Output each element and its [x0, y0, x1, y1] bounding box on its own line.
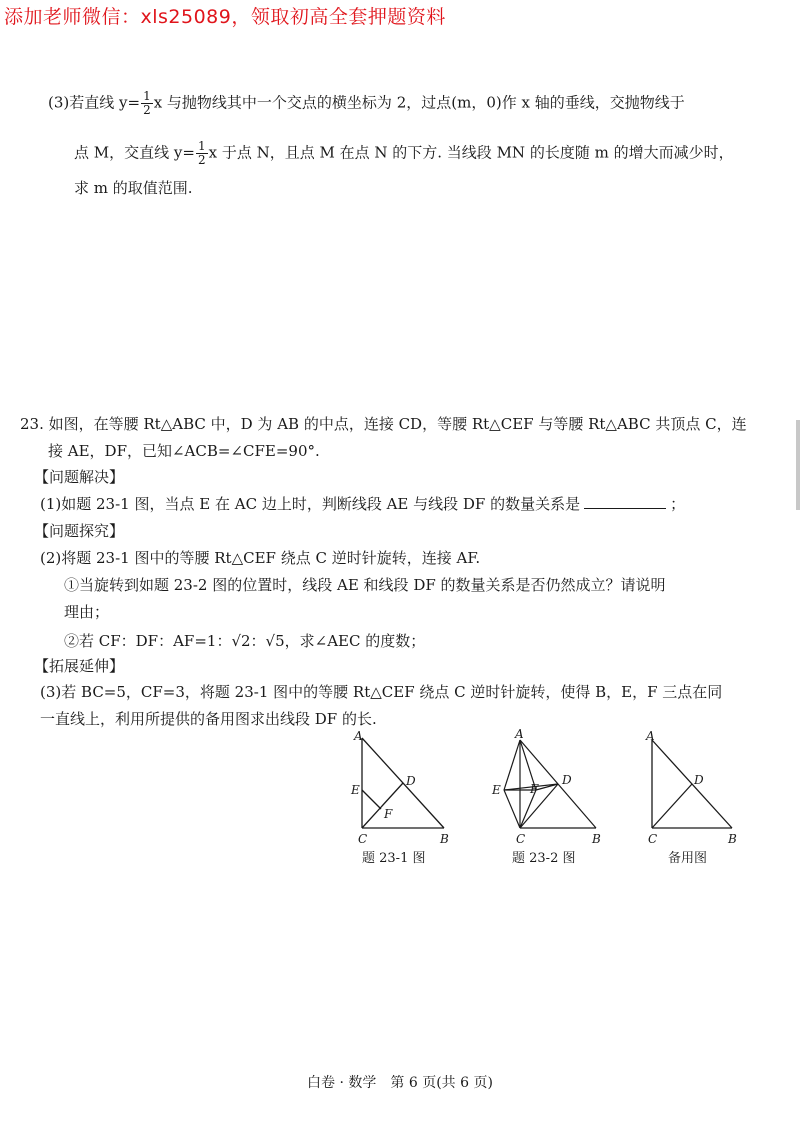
q23-part3-line1: (3)若 BC=5，CF=3，将题 23-1 图中的等腰 Rt△CEF 绕点 C 逆时针旋转，使得 B，E，F 三点在同 — [40, 683, 723, 701]
q22-part3-line2 — [74, 140, 734, 167]
q23-heading-problem-exploration: 【问题探究】 — [34, 522, 125, 540]
fig1-label-a: A — [354, 729, 363, 743]
fig1-label-e: E — [351, 783, 360, 797]
q22-line1-pre: (3)若直线 y= — [48, 93, 141, 112]
page-footer: 白卷 · 数学 第 6 页(共 6 页) — [307, 1075, 493, 1091]
fig1-label-d: D — [406, 774, 416, 788]
fig2-caption: 题 23-2 图 — [512, 851, 576, 866]
fig3-seg-cd — [652, 784, 692, 828]
fig3-label-a: A — [646, 729, 655, 743]
q23-part1: (1)如题 23-1 图，当点 E 在 AC 边上时，判断线段 AE 与线段 DF 的数量关系是 ； — [40, 495, 686, 513]
fig2-label-e: E — [492, 783, 501, 797]
q23-part3-line2: 一直线上，利用所提供的备用图求出线段 DF 的长. — [40, 710, 377, 728]
fig2-seg-ae — [504, 740, 520, 790]
fig1-label-f: F — [384, 807, 393, 821]
q22-line2-pre: 点 M，交直线 y= — [74, 143, 195, 162]
q23-part2-sub1-line1: ①当旋转到如题 23-2 图的位置时，线段 AE 和线段 DF 的数量关系是否仍然成立？请说明 — [64, 576, 666, 594]
fig2-label-d: D — [562, 773, 572, 787]
q23-heading-extension: 【拓展延伸】 — [34, 657, 125, 675]
fig1-label-c: C — [358, 832, 368, 846]
fig3-label-b: B — [728, 832, 737, 846]
fig3-caption: 备用图 — [668, 851, 708, 866]
fig2-label-f: F — [530, 782, 539, 796]
q23-part2-sub2: ②若 CF：DF：AF=1：√2：√5，求∠AEC 的度数； — [64, 632, 426, 650]
q23-intro-line1: 23. 如图，在等腰 Rt△ABC 中，D 为 AB 的中点，连接 CD，等腰 Rt△CEF 与等腰 Rt△ABC 共顶点 C，连 — [20, 415, 747, 433]
figure-23-1 — [340, 730, 460, 870]
fraction-one-half: $\frac{1}{2}$ — [143, 89, 151, 117]
fig3-label-c: C — [648, 832, 658, 846]
fig2-label-c: C — [516, 832, 526, 846]
fig1-seg-cd — [362, 783, 403, 828]
q22-line1-post: x 与抛物线其中一个交点的横坐标为 2，过点(m，0)作 x 轴的垂线，交抛物线于 — [153, 93, 685, 112]
fig1-label-b: B — [440, 832, 449, 846]
q23-part2: (2)将题 23-1 图中的等腰 Rt△CEF 绕点 C 逆时针旋转，连接 AF. — [40, 549, 481, 567]
figure-23-1-diagram — [340, 730, 460, 870]
fig2-label-a: A — [515, 727, 524, 741]
scan-edge-mark — [796, 420, 800, 510]
figure-23-2-diagram — [490, 727, 610, 870]
q22-part3-line1 — [48, 90, 685, 117]
q23-heading-problem-solving: 【问题解决】 — [34, 468, 125, 486]
figure-spare — [628, 730, 748, 870]
fig2-seg-ce — [504, 790, 520, 828]
q22-part3-line3: 求 m 的取值范围. — [74, 179, 193, 197]
fig2-label-b: B — [592, 832, 601, 846]
fig1-seg-ef — [362, 790, 381, 809]
answer-blank[interactable] — [584, 494, 666, 509]
watermark-text: 添加老师微信：xls25089，领取初高全套押题资料 — [4, 6, 446, 28]
q23-intro-line2: 接 AE，DF，已知∠ACB=∠CFE=90°. — [48, 442, 320, 460]
q22-line2-post: x 于点 N，且点 M 在点 N 的下方. 当线段 MN 的长度随 m 的增大而减少时， — [208, 143, 734, 162]
fig1-caption: 题 23-1 图 — [362, 851, 426, 866]
fig3-label-d: D — [694, 773, 704, 787]
figure-23-2 — [490, 727, 610, 870]
figure-spare-diagram — [628, 730, 748, 870]
fraction-one-half-2: $\frac{1}{2}$ — [197, 139, 206, 167]
q23-part2-sub1-line2: 理由； — [64, 603, 110, 621]
